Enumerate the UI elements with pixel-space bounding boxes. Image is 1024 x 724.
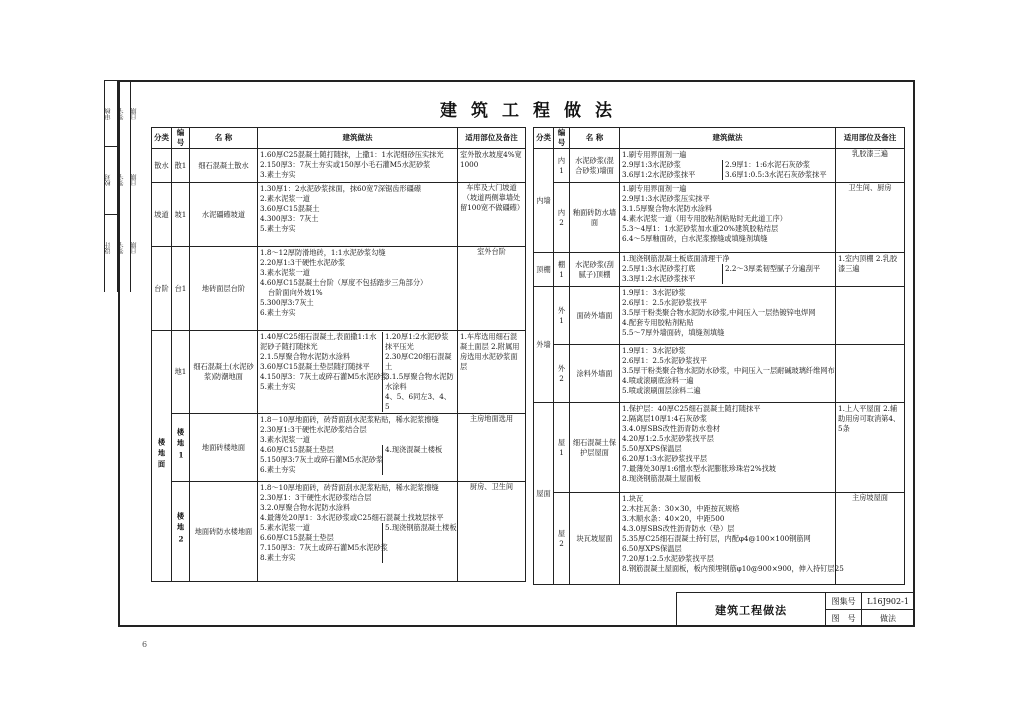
step: 8.钢筋混凝土屋面板，板内预埋钢筋φ10@900×900，伸入持钉层25 — [622, 564, 844, 573]
step: 6.素土夯实 — [260, 465, 296, 474]
step: 1.8～12厚防滑地砖，1:1水泥砂浆勾缝 — [260, 248, 386, 257]
row-category: 散水 — [152, 149, 172, 183]
step: 1.40厚C25细石混凝土,表面撒1:1水泥砂子随打随抹光 — [260, 332, 377, 351]
row-code — [172, 482, 190, 582]
sig-cell: 日期 — [131, 174, 138, 186]
steps-main — [260, 332, 388, 412]
step: 3.素水泥浆一道 — [260, 268, 310, 277]
row-category: 外墙 — [534, 287, 554, 403]
steps-main — [260, 445, 384, 475]
row-remarks: 厨房、卫生间 — [458, 482, 526, 582]
row-category: 屋面 — [534, 403, 554, 585]
table-row — [534, 149, 905, 183]
right-spec-table — [533, 127, 905, 585]
atlas-label: 图集号 — [826, 593, 862, 610]
row-remarks: 1.上人平屋面 2.辅助用房可取消第4、5条 — [836, 403, 905, 493]
header-name: 名 称 — [190, 128, 258, 149]
steps-alt — [722, 160, 827, 180]
table-row — [152, 331, 526, 414]
row-code: 坡1 — [172, 183, 190, 247]
step: 2.2～3厚柔韧型腻子分遍刮平 — [725, 264, 821, 273]
step: 2.隔离层10厚1:4石灰砂浆 — [622, 414, 708, 423]
sig-cell: 签字 — [118, 242, 125, 254]
header-category: 分类 — [534, 128, 554, 149]
header-remarks: 适用部位及备注 — [458, 128, 526, 149]
row-category: 台阶 — [152, 247, 172, 331]
step: 5.35厚C25细石混凝土持钉层，内配φ4@100×100钢筋网 — [622, 534, 811, 543]
step: 6.50厚XPS保温层 — [622, 544, 682, 553]
step: 5.3～4厚1：1水泥砂浆加水重20%建筑胶粘结层 — [622, 224, 779, 233]
step: 4.20厚1:2.5水泥砂浆找平层 — [622, 434, 714, 443]
step: 2.9厚1:3水泥砂浆 — [622, 160, 681, 169]
table-row — [152, 247, 526, 331]
row-steps — [620, 345, 836, 403]
row-name: 块瓦坡屋面 — [570, 493, 620, 585]
step: 4.300厚3：7灰土 — [260, 214, 319, 223]
row-steps — [620, 253, 836, 287]
sheet-title: 建筑工程做法 — [440, 101, 626, 121]
table-header — [152, 128, 526, 149]
step: 4.现浇混凝土楼板 — [385, 445, 443, 454]
row-remarks: 乳胶漆三遍 — [836, 149, 905, 183]
step: 台阶面向外坡1% — [268, 288, 323, 297]
step: 1.9厚1：3水泥砂浆 — [622, 288, 686, 297]
table-row — [152, 149, 526, 183]
step: 6.素土夯实 — [260, 308, 296, 317]
steps-alt — [722, 264, 820, 284]
row-code: 内1 — [554, 149, 570, 183]
row-category: 顶棚 — [534, 253, 554, 287]
sig-cell: 校对 — [105, 174, 112, 186]
row-remarks: 1.车库选用细石混凝土面层 2.附属用房选用水泥砂浆面层 — [458, 331, 526, 414]
table-row — [534, 345, 905, 403]
divider — [104, 214, 118, 215]
row-code: 屋1 — [554, 403, 570, 493]
code-label: 楼地2 — [176, 512, 186, 548]
sig-cell: 日期 — [131, 242, 138, 254]
step: 1.8－10厚地面砖，砖背面刮水泥浆粘贴，稀水泥浆擦缝 — [260, 415, 439, 424]
steps-split — [622, 264, 833, 284]
row-name: 釉面砖防水墙面 — [570, 183, 620, 253]
row-steps — [258, 331, 458, 414]
step: 3.2.0厚聚合物水泥防水涂料 — [260, 503, 351, 512]
step: 2.1.5厚聚合物水泥防水涂料 — [260, 352, 351, 361]
steps-alt — [382, 332, 455, 412]
step: 4.配套专用胶粘剂粘贴 — [622, 318, 694, 327]
row-name: 水泥砂浆(刮腻子)顶棚 — [570, 253, 620, 287]
step: 3.6厚1:2水泥砂浆抹平 — [622, 170, 696, 179]
page-number: 6 — [142, 640, 148, 649]
row-steps — [258, 482, 458, 582]
row-code: 外2 — [554, 345, 570, 403]
row-steps — [620, 149, 836, 183]
step: 5.素土夯实 — [260, 382, 296, 391]
row-category: 内墙 — [534, 149, 554, 253]
step: 7.150厚3：7灰土或碎石灌M5水泥砂浆 — [260, 543, 388, 552]
step: 3.1.5厚聚合物水泥防水涂料 — [385, 372, 454, 391]
steps-split — [260, 332, 455, 412]
row-code: 内2 — [554, 183, 570, 253]
step: 4.最薄处20厚1：3水泥砂浆或C25细石混凝土找坡层抹平 — [260, 513, 444, 522]
row-category — [152, 331, 172, 582]
step: 1.60厚C25混凝土随打随抹，上撒1：1水泥细砂压实抹光 — [260, 150, 444, 159]
steps-split — [260, 445, 455, 475]
sig-cell: 签字 — [118, 174, 125, 186]
step: 1.保护层：40厚C25细石混凝土随打随抹平 — [622, 404, 761, 413]
step: 5.喷或滚刷面层涂料二遍 — [622, 386, 701, 395]
code-label: 楼地1 — [176, 428, 186, 464]
table-row — [534, 493, 905, 585]
row-remarks — [836, 345, 905, 403]
table-row — [152, 414, 526, 482]
step: 3.6厚1:0.5:3水泥石灰砂浆抹平 — [725, 170, 827, 179]
steps-split — [622, 160, 833, 180]
row-code: 屋2 — [554, 493, 570, 585]
step: 1.块瓦 — [622, 494, 644, 503]
step: 4.喷或滚刷底涂料一遍 — [622, 376, 694, 385]
step: 5.50厚XPS保温层 — [622, 444, 682, 453]
header-category: 分类 — [152, 128, 172, 149]
step: 1.8～10厚地面砖，砖背面刮水泥浆粘贴，稀水泥浆擦缝 — [260, 483, 439, 492]
step: 1.9厚1：3水泥砂浆 — [622, 346, 686, 355]
table-row — [534, 287, 905, 345]
step: 3.5厚干粉类聚合物水泥防水砂浆,中间压入一层热镀锌电焊网 — [622, 308, 816, 317]
row-code: 外1 — [554, 287, 570, 345]
header-code: 编号 — [554, 128, 570, 149]
table-row — [534, 403, 905, 493]
step: 3.1.5厚聚合物水泥防水涂料 — [622, 204, 713, 213]
drawing-name: 建筑工程做法 — [677, 593, 826, 627]
row-remarks: 室外散水坡度4%宽1000 — [458, 149, 526, 183]
step: 2.30厚1：3干硬性水泥砂浆结合层 — [260, 493, 372, 502]
sig-cell: 审核 — [105, 108, 112, 120]
title-block — [676, 592, 915, 627]
step: 6.20厚1:3水泥砂浆找平层 — [622, 454, 708, 463]
step: 4.3.0厚SBS改性沥青防水（垫）层 — [622, 524, 735, 533]
step: 8.素土夯实 — [260, 553, 296, 562]
step: 1.30厚1：2水泥砂浆抹面，抹60宽7深锯齿形礓礤 — [260, 184, 422, 193]
step: 3.素水泥浆一道 — [260, 435, 310, 444]
header-method: 建筑做法 — [620, 128, 836, 149]
row-code — [172, 414, 190, 482]
steps-main — [260, 523, 388, 563]
step: 2.30厚1:3干硬性水泥砂浆结合层 — [260, 425, 367, 434]
divider — [104, 80, 118, 81]
row-name: 细石混凝土保护层屋面 — [570, 403, 620, 493]
step: 2.6厚1：2.5水泥砂浆找平 — [622, 356, 707, 365]
row-code: 台1 — [172, 247, 190, 331]
step: 2.9厚1:3水泥砂浆压实抹平 — [622, 194, 710, 203]
step: 1.20厚1:2水泥砂浆抹平压光 — [385, 332, 449, 351]
row-steps — [620, 183, 836, 253]
step: 4.60厚C15混凝土垫层 — [260, 445, 334, 454]
row-remarks: 车库及大门坡道（坡道两侧靠墙处留100宽不做礓礤） — [458, 183, 526, 247]
step: 4.150厚3：7灰土或碎石灌M5水泥砂浆 — [260, 372, 388, 381]
step: 7.20厚1:2.5水泥砂浆找平层 — [622, 554, 714, 563]
row-code: 地1 — [172, 331, 190, 414]
row-name: 水泥砂浆(混合砂浆)墙面 — [570, 149, 620, 183]
sig-cell: 设计 — [105, 242, 112, 254]
step: 5.现浇钢筋混凝土楼板 — [385, 523, 457, 532]
row-name: 地面砖楼地面 — [190, 414, 258, 482]
sig-cell: 日期 — [131, 108, 138, 120]
step: 2.6厚1：2.5水泥砂浆找平 — [622, 298, 707, 307]
step: 1.刷专用界面剂一遍 — [622, 150, 687, 159]
step: 4.60厚C15混凝土台阶（厚度不包括踏步三角部分） — [260, 278, 428, 287]
step: 5.5～7厚外墙面砖，填缝剂填缝 — [622, 328, 725, 337]
step: 7.最薄处30厚1:6憎水型水泥膨胀珍珠岩2%找坡 — [622, 464, 776, 473]
step: 3.60厚C15混凝土垫层随打随抹平 — [260, 362, 370, 371]
row-code: 棚1 — [554, 253, 570, 287]
step: 2.9厚1：1:6水泥石灰砂浆 — [725, 160, 811, 169]
row-name: 地面砖防水楼地面 — [190, 482, 258, 582]
step: 2.5厚1:3水泥砂浆打底 — [622, 264, 696, 273]
steps-main — [622, 160, 718, 180]
table-row — [534, 253, 905, 287]
step: 4.素水泥浆一道（用专用胶粘剂粘贴时无此道工序） — [622, 214, 787, 223]
row-name: 细石混凝土散水 — [190, 149, 258, 183]
step: 5.150厚3:7灰土或碎石灌M5水泥砂浆 — [260, 455, 384, 464]
step: 2.素水泥浆一道 — [260, 194, 310, 203]
step: 2.木挂瓦条：30×30，中距按瓦规格 — [622, 504, 740, 513]
header-code: 编号 — [172, 128, 190, 149]
header-method: 建筑做法 — [258, 128, 458, 149]
sheet-value: 做法 — [862, 610, 915, 627]
step: 1.刷专用界面剂一遍 — [622, 184, 687, 193]
row-remarks: 室外台阶 — [458, 247, 526, 331]
atlas-value: L16J902-1 — [862, 593, 915, 610]
table-row — [152, 183, 526, 247]
row-remarks: 1.室内顶棚 2.乳胶漆三遍 — [836, 253, 905, 287]
step: 6.4～5厚釉面砖，白水泥浆擦缝或填缝剂填缝 — [622, 234, 768, 243]
row-steps — [620, 403, 836, 493]
step: 3.5厚干粉类聚合物水泥防水砂浆，中间压入一层耐碱玻璃纤维网布 — [622, 366, 835, 375]
step: 2.150厚3：7灰土夯实或150厚小毛石灌M5水泥砂浆 — [260, 160, 431, 169]
row-remarks: 主房坡屋面 — [836, 493, 905, 585]
step: 5.素土夯实 — [260, 224, 296, 233]
table-row — [152, 482, 526, 582]
step: 4、5、6同左3、4、5 — [385, 392, 451, 411]
row-code: 散1 — [172, 149, 190, 183]
row-steps — [258, 183, 458, 247]
category-label: 楼地面 — [157, 437, 167, 472]
row-name: 涂料外墙面 — [570, 345, 620, 403]
row-category: 坡道 — [152, 183, 172, 247]
row-remarks: 主房地面选用 — [458, 414, 526, 482]
sig-cell: 签字 — [118, 108, 125, 120]
step: 6.60厚C15混凝土垫层 — [260, 533, 334, 542]
table-row — [534, 183, 905, 253]
step: 5.素水泥浆一道 — [260, 523, 310, 532]
signature-column-role — [104, 80, 118, 292]
step: 8.现浇钢筋混凝土屋面板 — [622, 474, 701, 483]
header-name: 名 称 — [570, 128, 620, 149]
row-name: 细石混凝土(水泥砂浆)防潮地面 — [190, 331, 258, 414]
step: 1.现浇钢筋混凝土板底面清理干净 — [622, 254, 730, 263]
row-steps — [258, 414, 458, 482]
table-header — [534, 128, 905, 149]
row-name: 水泥礓礤坡道 — [190, 183, 258, 247]
row-remarks — [836, 287, 905, 345]
step: 5.300厚3:7灰土 — [260, 298, 314, 307]
left-spec-table — [151, 127, 526, 582]
step: 3.60厚C15混凝土 — [260, 204, 320, 213]
steps-main — [622, 264, 718, 284]
steps-split — [260, 523, 455, 563]
step: 3.4.0厚SBS改性沥青防水卷材 — [622, 424, 721, 433]
row-steps — [258, 149, 458, 183]
steps-alt — [382, 523, 457, 563]
step: 3.木顺水条：40×20，中距500 — [622, 514, 725, 523]
step: 2.20厚1:3干硬性水泥砂浆 — [260, 258, 346, 267]
header-remarks: 适用部位及备注 — [836, 128, 905, 149]
step: 3.素土夯实 — [260, 170, 296, 179]
row-steps — [620, 493, 844, 585]
row-name: 面砖外墙面 — [570, 287, 620, 345]
sheet-label: 图 号 — [826, 610, 862, 627]
steps-alt — [382, 445, 442, 475]
row-steps — [258, 247, 458, 331]
row-name: 地砖面层台阶 — [190, 247, 258, 331]
row-steps — [620, 287, 836, 345]
step: 3.3厚1:2水泥砂浆抹平 — [622, 274, 696, 283]
row-remarks: 卫生间、厨房 — [836, 183, 905, 253]
step: 2.30厚C20细石混凝土 — [385, 352, 452, 371]
divider — [104, 146, 118, 147]
